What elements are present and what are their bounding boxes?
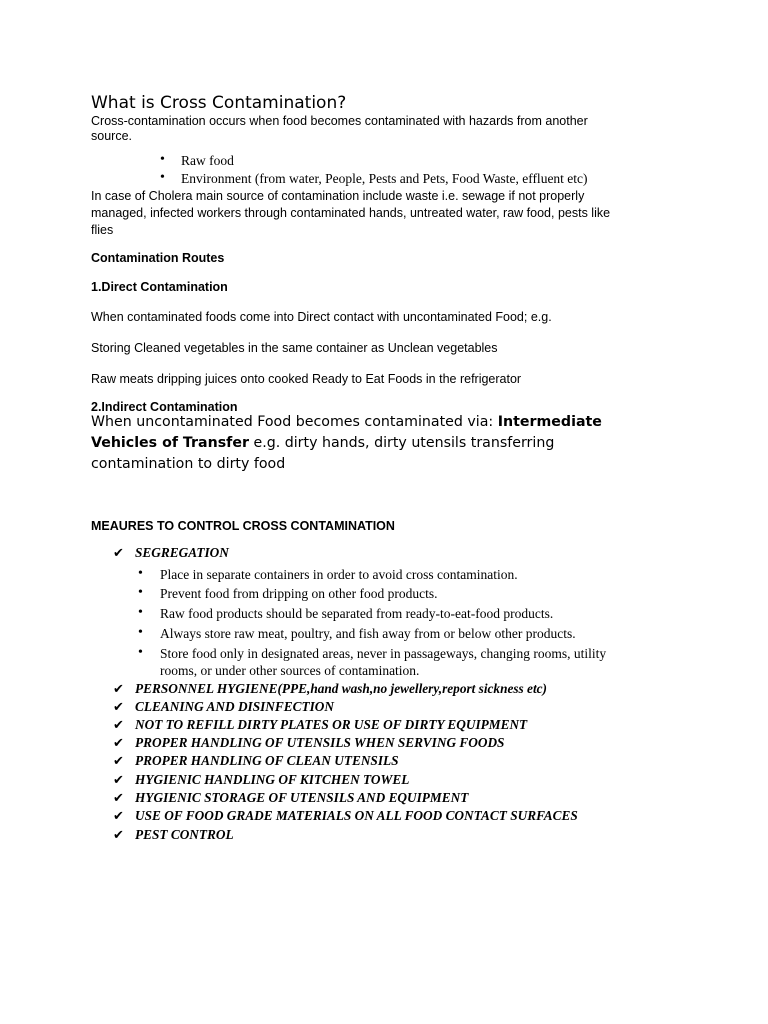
- source-item-environment: Environment (from water, People, Pests and Pets, Food Waste, effluent etc): [181, 171, 588, 186]
- checkmark-icon: ✔: [113, 718, 124, 733]
- intro-line-2: source.: [91, 129, 132, 143]
- checkmark-icon: ✔: [113, 736, 124, 751]
- checkmark-icon: ✔: [113, 773, 124, 788]
- indirect-line-1-text: When uncontaminated Food becomes contaminated via:: [91, 414, 498, 430]
- measure-label: CLEANING AND DISINFECTION: [135, 699, 334, 714]
- measure-label: USE OF FOOD GRADE MATERIALS ON ALL FOOD CONTACT SURFACES: [135, 808, 578, 823]
- measure-label: HYGIENIC HANDLING OF KITCHEN TOWEL: [135, 772, 410, 787]
- segregation-point: Always store raw meat, poultry, and fish away from or below other products.: [160, 626, 576, 641]
- bullet-icon: •: [138, 605, 143, 620]
- measure-food-grade: [113, 808, 578, 824]
- measure-no-refill: [113, 717, 527, 733]
- indirect-line-3: contamination to dirty food: [91, 456, 286, 472]
- routes-heading: Contamination Routes: [91, 251, 225, 265]
- checkmark-icon: ✔: [113, 809, 124, 824]
- direct-line-1: When contaminated foods come into Direct contact with uncontaminated Food; e.g.: [91, 310, 552, 324]
- direct-heading: 1.Direct Contamination: [91, 280, 228, 294]
- checkmark-icon: ✔: [113, 791, 124, 806]
- cholera-line-1: In case of Cholera main source of contamination include waste i.e. sewage if not properly: [91, 189, 585, 203]
- measure-label: PROPER HANDLING OF CLEAN UTENSILS: [135, 753, 399, 768]
- indirect-line-2: [91, 435, 554, 451]
- measure-personnel-hygiene: [113, 681, 547, 697]
- segregation-point: Raw food products should be separated from ready-to-eat-food products.: [160, 606, 554, 621]
- cholera-line-2: managed, infected workers through contaminated hands, untreated water, raw food, pests like: [91, 206, 611, 220]
- bullet-icon: •: [138, 645, 143, 660]
- measure-clean-utensils: [113, 753, 399, 769]
- measure-utensils-serving: [113, 735, 504, 751]
- segregation-point: Place in separate containers in order to avoid cross contamination.: [160, 567, 518, 582]
- checkmark-icon: ✔: [113, 700, 124, 715]
- measure-cleaning: [113, 699, 334, 715]
- segregation-point: Prevent food from dripping on other food products.: [160, 586, 438, 601]
- indirect-heading: 2.Indirect Contamination: [91, 400, 238, 414]
- source-item-raw-food: Raw food: [181, 153, 234, 168]
- measure-kitchen-towel: [113, 772, 409, 788]
- measure-pest-control: [113, 827, 234, 843]
- direct-line-3: Raw meats dripping juices onto cooked Ready to Eat Foods in the refrigerator: [91, 372, 522, 386]
- segregation-point: Store food only in designated areas, never in passageways, changing rooms, utility: [160, 646, 607, 661]
- cholera-line-3: flies: [91, 223, 114, 237]
- bullet-icon: •: [160, 170, 165, 185]
- measure-label: PERSONNEL HYGIENE(PPE,hand wash,no jewellery,report sickness etc): [135, 681, 547, 696]
- measure-label: PEST CONTROL: [135, 827, 234, 842]
- bullet-icon: •: [138, 566, 143, 581]
- measure-label: PROPER HANDLING OF UTENSILS WHEN SERVING FOODS: [135, 735, 505, 750]
- measure-segregation: [113, 545, 229, 561]
- measure-label: SEGREGATION: [135, 545, 229, 560]
- checkmark-icon: ✔: [113, 828, 124, 843]
- checkmark-icon: ✔: [113, 754, 124, 769]
- measure-storage: [113, 790, 468, 806]
- direct-line-2: Storing Cleaned vegetables in the same container as Unclean vegetables: [91, 341, 498, 355]
- indirect-emphasis-2: Vehicles of Transfer: [91, 435, 249, 451]
- segregation-point-continued: rooms, or under other sources of contamination.: [160, 663, 420, 678]
- measure-label: NOT TO REFILL DIRTY PLATES OR USE OF DIRTY EQUIPMENT: [135, 717, 528, 732]
- measure-label: HYGIENIC STORAGE OF UTENSILS AND EQUIPMENT: [135, 790, 469, 805]
- checkmark-icon: ✔: [113, 682, 124, 697]
- intro-line-1: Cross-contamination occurs when food becomes contaminated with hazards from another: [91, 114, 588, 128]
- measures-heading: MEAURES TO CONTROL CROSS CONTAMINATION: [91, 519, 395, 533]
- page-title: What is Cross Contamination?: [91, 93, 347, 113]
- bullet-icon: •: [138, 585, 143, 600]
- indirect-line-1: [91, 414, 602, 430]
- indirect-emphasis-1: Intermediate: [497, 414, 602, 430]
- indirect-line-2-text: e.g. dirty hands, dirty utensils transferring: [248, 435, 555, 451]
- checkmark-icon: ✔: [113, 546, 124, 561]
- bullet-icon: •: [138, 625, 143, 640]
- bullet-icon: •: [160, 152, 165, 167]
